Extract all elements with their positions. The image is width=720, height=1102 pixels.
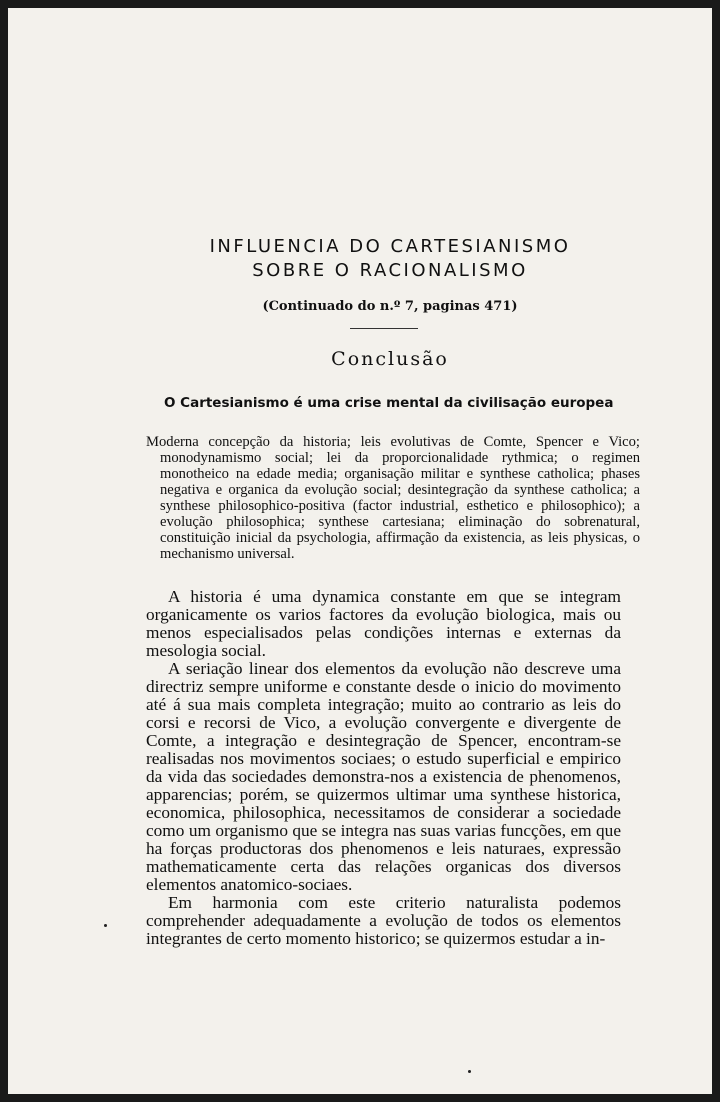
divider-rule — [350, 328, 418, 329]
body-text — [146, 588, 621, 948]
subheading: O Cartesianismo é uma crise mental da civilisação europea — [164, 395, 614, 411]
paragraph-1: A historia é uma dynamica constante em que se integram organicamente os varios factores da evolução biologica, mais ou menos especialisados pelas condições internas e externas da mesologia social. — [146, 587, 621, 660]
book-page — [8, 8, 712, 1094]
paragraph-3: Em harmonia com este criterio naturalista podemos comprehender adequadamente a evolução de todos os elementos integrantes de certo momento historico; se quizermos estudar a in- — [146, 893, 621, 948]
paragraph-2: A seriação linear dos elementos da evolução não descreve uma directriz sempre uniforme e constante desde o inicio do movimento até á sua mais completa integração; muito ao contrario as leis do corsi e recorsi de Vico, a evolução convergente e divergente de Comte, a integração e desintegração de Spencer, encontram-se realisadas nos movimentos sociaes; o estudo superficial e empirico da vida das sociedades demonstra-nos a existencia de phenomenos, apparencias; porém, se quizermos ultimar uma synthese historica, economica, philosophica, necessitamos de considerar a sociedade como um organismo que se integra nas suas varias funcções, em que ha forças productoras dos phenomenos e leis naturaes, expressão mathematicamente certa das relações organicas dos diversos elementos anatomico-sociaes. — [146, 659, 621, 894]
ink-speck — [468, 1070, 471, 1073]
continuation-note: (Continuado do n.º 7, paginas 471) — [262, 299, 518, 314]
title-line-2: SOBRE O RACIONALISMO — [252, 260, 528, 281]
title-line-1: INFLUENCIA DO CARTESIANISMO — [209, 236, 571, 257]
chapter-summary: Moderna concepção da historia; leis evolutivas de Comte, Spencer e Vico; monodynamismo social; lei da proporcionalidade rythmica; o regimen monotheico na edade media; organisação militar e synthese catholica; phases negativa e organica da evolução social; desintegração da synthese catholica; a synthese philosophico-positiva (factor industrial, esthetico e philosophico); a evolução philosophica; synthese cartesiana; eliminação do sobrenatural, constituição inicial da psychologia, affirmação da existencia, as leis physicas, o mechanismo universal. — [146, 434, 640, 562]
section-heading: Conclusão — [331, 348, 449, 370]
ink-speck — [104, 924, 107, 927]
